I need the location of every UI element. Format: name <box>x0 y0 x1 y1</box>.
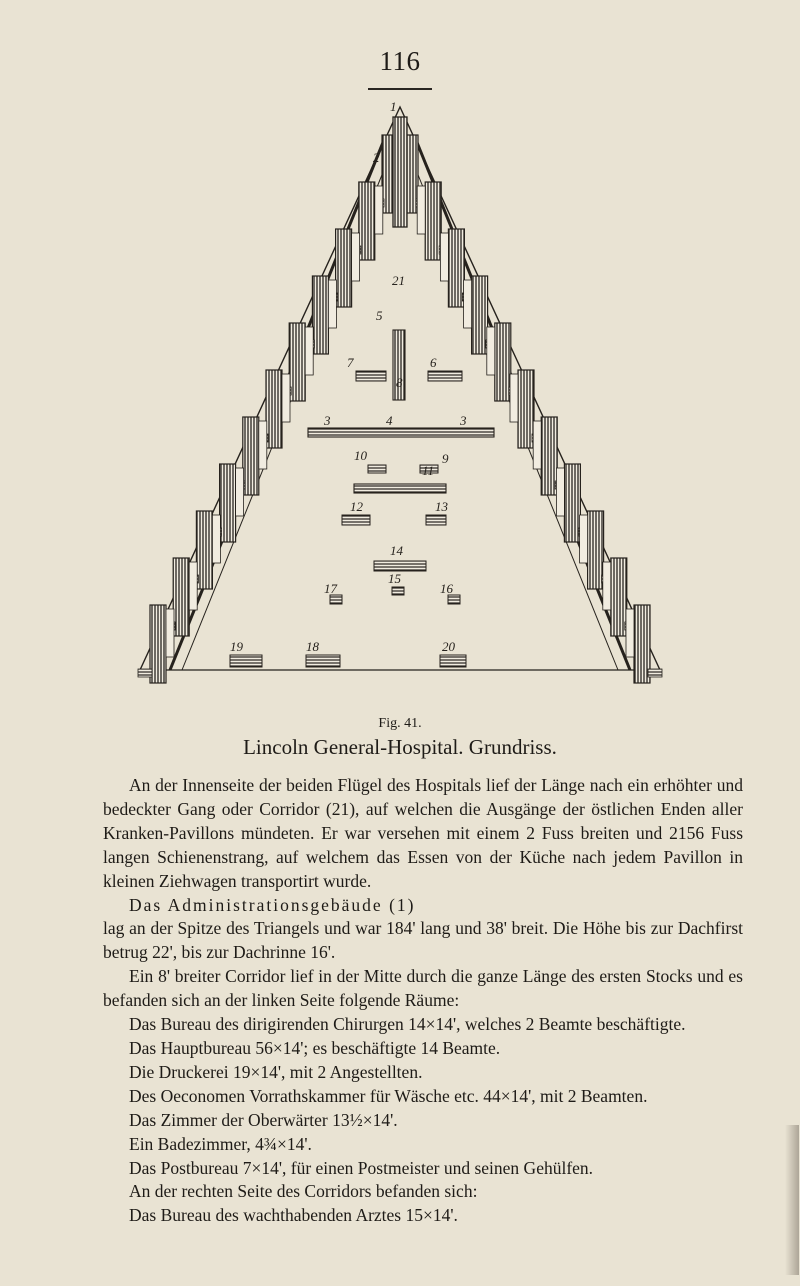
right-pavilion <box>518 370 534 448</box>
right-pavilion-annex <box>510 374 518 422</box>
right-pavilion-annex <box>626 609 634 657</box>
plan-label: 11 <box>422 463 435 478</box>
right-pavilion-connector <box>648 669 662 677</box>
paragraph: lag an der Spitze des Triangels und war 184' lang und 38' breit. Die Höhe bis zur Dachfirst betrug 22', bis zur Dachrinne 16'. <box>103 918 743 963</box>
left-pavilion-annex <box>352 233 360 281</box>
plan-label: 14 <box>390 543 403 558</box>
right-pavilion-annex <box>603 562 611 610</box>
building-14 <box>374 561 426 571</box>
building-12 <box>342 515 370 525</box>
left-pavilion-annex <box>166 609 174 657</box>
plan-label: 6 <box>430 355 437 370</box>
building-17 <box>330 595 342 604</box>
plan-label: 20 <box>442 639 455 654</box>
building-15 <box>392 587 404 595</box>
plan-label: 18 <box>306 639 319 654</box>
page-number: 116 <box>379 46 421 76</box>
plan-label: 16 <box>440 581 453 596</box>
page-number-rule <box>368 88 432 90</box>
right-pavilion <box>634 605 650 683</box>
right-pavilion-annex <box>556 468 564 516</box>
list-item: Die Druckerei 19×14', mit 2 Angestellten. <box>129 1061 423 1082</box>
list-item: Das Postbureau 7×14', für einen Postmeister und seinen Gehülfen. <box>129 1157 594 1178</box>
right-pavilion-annex <box>417 186 425 234</box>
building-10 <box>368 465 386 473</box>
left-pavilion-annex <box>189 562 197 610</box>
figure-caption: Lincoln General-Hospital. Grundriss. <box>243 735 557 759</box>
plan-label: 4 <box>386 413 393 428</box>
administration-building <box>393 117 407 227</box>
building-6 <box>428 371 462 381</box>
plan-label: 13 <box>435 499 448 514</box>
page-edge-shadow <box>785 1125 799 1275</box>
plan-label: 12 <box>350 499 363 514</box>
right-pavilion-annex <box>533 421 541 469</box>
plan-label: 2 <box>373 150 380 165</box>
left-pavilion-annex <box>328 280 336 328</box>
left-pavilion-connector <box>138 669 152 677</box>
plan-label: 7 <box>347 355 354 370</box>
left-pavilion-annex <box>212 515 220 563</box>
paragraph: Ein 8' breiter Corridor lief in der Mitte durch die ganze Länge des ersten Stocks und es befanden sich an der linken Seite folgende Räume: <box>103 966 743 1011</box>
plan-label: 8 <box>396 375 403 390</box>
plan-label: 3 <box>460 413 467 428</box>
left-pavilion <box>289 323 305 401</box>
building-18 <box>306 655 340 667</box>
left-pavilion-annex <box>375 186 383 234</box>
right-pavilion <box>588 511 604 589</box>
left-pavilion <box>220 464 236 542</box>
plan-label: 3 <box>324 413 331 428</box>
hospital-floor-plan <box>130 95 670 705</box>
figure-label: Fig. 41. <box>378 716 422 731</box>
building-20 <box>440 655 466 667</box>
building-13 <box>426 515 446 525</box>
plan-label: 9 <box>442 451 449 466</box>
body-text <box>103 774 743 1228</box>
plan-label: 10 <box>354 448 367 463</box>
paragraph: An der Innenseite der beiden Flügel des Hospitals lief der Länge nach ein erhöhter und bedeckter Gang oder Corridor (21), auf welchen die Ausgänge der östlichen Enden aller Kranken-Pavillons mündeten. Er war versehen mit einem 2 Fuss breiten und 2156 Fuss langen Schienenstrang, auf welchem das Essen von der Küche nach jedem Pavillon in kleinen Ziehwagen transportirt wurde. <box>103 775 743 891</box>
list-item: Das Hauptbureau 56×14'; es beschäftigte 14 Beamte. <box>129 1037 501 1058</box>
right-pavilion-annex <box>487 327 495 375</box>
plan-label: 1 <box>390 99 397 114</box>
section-heading-text: Das Administrationsgebäude (1) <box>129 894 416 915</box>
right-pavilion-annex <box>580 515 588 563</box>
right-pavilion <box>541 417 557 495</box>
central-crossbar-3 <box>308 428 494 437</box>
left-pavilion-annex <box>282 374 290 422</box>
list-item: Das Bureau des wachthabenden Arztes 15×14'. <box>129 1205 458 1226</box>
left-pavilion-annex <box>305 327 313 375</box>
plan-label: 15 <box>388 571 401 586</box>
left-pavilion-annex <box>236 468 244 516</box>
plan-label: 19 <box>230 639 243 654</box>
right-pavilion-annex <box>464 280 472 328</box>
list-item: Des Oeconomen Vorrathskammer für Wäsche etc. 44×14', mit 2 Beamten. <box>129 1085 648 1106</box>
list-item: Das Zimmer der Oberwärter 13½×14'. <box>129 1109 398 1130</box>
left-pavilion-annex <box>259 421 267 469</box>
list-item: Ein Badezimmer, 4¾×14'. <box>129 1133 312 1154</box>
plan-label: 17 <box>324 581 337 596</box>
building-7 <box>356 371 386 381</box>
right-pavilion <box>611 558 627 636</box>
central-crossbar-11 <box>354 484 446 493</box>
building-16 <box>448 595 460 604</box>
building-19 <box>230 655 262 667</box>
list-item: An der rechten Seite des Corridors befanden sich: <box>129 1181 478 1202</box>
right-pavilion-annex <box>440 233 448 281</box>
plan-label: 21 <box>392 273 405 288</box>
list-item: Das Bureau des dirigirenden Chirurgen 14×14', welches 2 Beamte beschäftigte. <box>129 1014 686 1035</box>
plan-label: 5 <box>376 308 383 323</box>
section-heading <box>103 894 743 918</box>
